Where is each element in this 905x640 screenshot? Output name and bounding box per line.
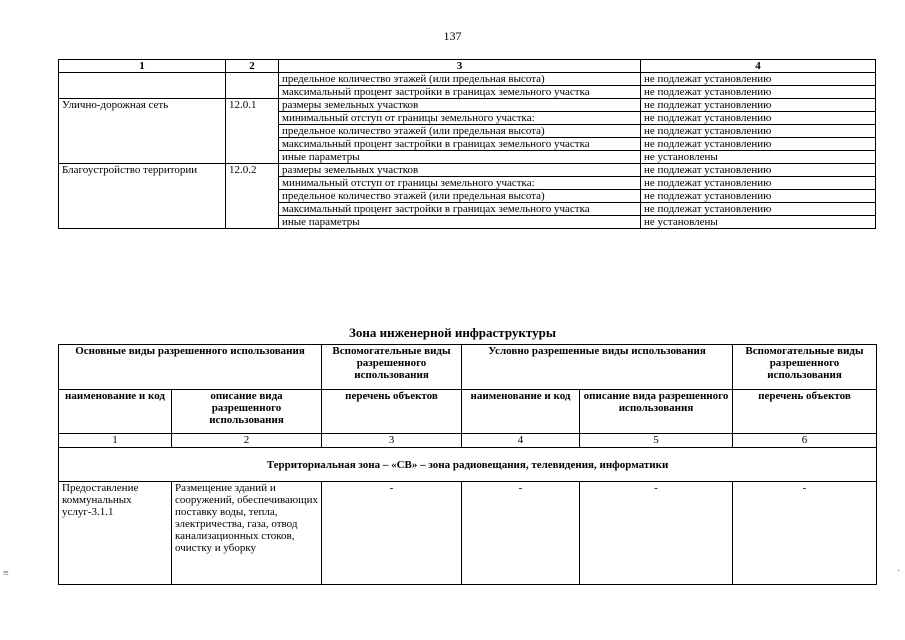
parameter-cell: минимальный отступ от границы земельного участка: xyxy=(279,112,641,125)
main-uses-header: Основные виды разрешенного использования xyxy=(59,345,322,390)
name-code-header-2: наименование и код xyxy=(462,390,580,434)
left-margin-mark: ≡ xyxy=(3,568,9,579)
column-header-2: 2 xyxy=(226,60,279,73)
column-number: 6 xyxy=(733,434,877,448)
auxiliary-uses-header-2: Вспомогательные виды разрешенного использования xyxy=(733,345,877,390)
right-margin-mark: · xyxy=(897,566,901,577)
value-cell: не подлежат установлению xyxy=(641,190,876,203)
parameter-cell: иные параметры xyxy=(279,151,641,164)
table-row xyxy=(59,164,876,177)
column-number: 5 xyxy=(580,434,733,448)
value-cell: не установлены xyxy=(641,216,876,229)
territorial-zone-title: Территориальная зона – «СВ» – зона радиовещания, телевидения, информатики xyxy=(59,448,877,482)
column-header-1: 1 xyxy=(59,60,226,73)
use-name-cell: Улично-дорожная сеть xyxy=(59,99,226,164)
conditional-uses-header: Условно разрешенные виды использования xyxy=(462,345,733,390)
value-cell: не установлены xyxy=(641,151,876,164)
use-code-cell xyxy=(226,73,279,99)
parameter-cell: предельное количество этажей (или предельная высота) xyxy=(279,73,641,86)
description-header-2: описание вида разрешенного использования xyxy=(580,390,733,434)
objects-cell: - xyxy=(322,482,462,585)
column-number: 2 xyxy=(172,434,322,448)
value-cell: не подлежат установлению xyxy=(641,112,876,125)
zone-uses-subheader-row xyxy=(59,390,877,434)
value-cell: не подлежат установлению xyxy=(641,138,876,151)
parameter-cell: максимальный процент застройки в границах земельного участка xyxy=(279,203,641,216)
value-cell: не подлежат установлению xyxy=(641,99,876,112)
column-header-4: 4 xyxy=(641,60,876,73)
zone-title: Зона инженерной инфраструктуры xyxy=(349,325,556,340)
value-cell: не подлежат установлению xyxy=(641,164,876,177)
description-header: описание вида разрешенного использования xyxy=(172,390,322,434)
parameters-table-header xyxy=(59,60,876,73)
objects-header-2: перечень объектов xyxy=(733,390,877,434)
value-cell: не подлежат установлению xyxy=(641,73,876,86)
parameter-cell: максимальный процент застройки в границах земельного участка xyxy=(279,138,641,151)
column-number: 1 xyxy=(59,434,172,448)
value-cell: не подлежат установлению xyxy=(641,203,876,216)
use-description-cell: Размещение зданий и сооружений, обеспечивающих поставку воды, тепла, электричества, газа, отвод канализационных стоков, очистку и уборку xyxy=(172,482,322,585)
name-code-header: наименование и код xyxy=(59,390,172,434)
parameter-cell: размеры земельных участков xyxy=(279,99,641,112)
parameter-cell: предельное количество этажей (или предельная высота) xyxy=(279,190,641,203)
parameter-cell: иные параметры xyxy=(279,216,641,229)
column-number: 4 xyxy=(462,434,580,448)
territorial-zone-row xyxy=(59,448,877,482)
use-name-cell: Благоустройство территории xyxy=(59,164,226,229)
table-row xyxy=(59,73,876,86)
parameter-cell: минимальный отступ от границы земельного участка: xyxy=(279,177,641,190)
conditional-name-cell: - xyxy=(462,482,580,585)
value-cell: не подлежат установлению xyxy=(641,86,876,99)
auxiliary-uses-header: Вспомогательные виды разрешенного использования xyxy=(322,345,462,390)
value-cell: не подлежат установлению xyxy=(641,177,876,190)
column-numbers-row xyxy=(59,434,877,448)
zone-uses-table xyxy=(58,344,877,585)
parameter-cell: размеры земельных участков xyxy=(279,164,641,177)
parameters-table xyxy=(58,59,876,229)
zone-uses-header-row xyxy=(59,345,877,390)
parameter-cell: максимальный процент застройки в границах земельного участка xyxy=(279,86,641,99)
column-header-3: 3 xyxy=(279,60,641,73)
column-number: 3 xyxy=(322,434,462,448)
objects-header: перечень объектов xyxy=(322,390,462,434)
table-row xyxy=(59,482,877,585)
value-cell: не подлежат установлению xyxy=(641,125,876,138)
use-code-cell: 12.0.1 xyxy=(226,99,279,164)
use-name-cell: Предоставление коммунальных услуг-3.1.1 xyxy=(59,482,172,585)
page-number: 137 xyxy=(443,29,462,43)
use-name-cell xyxy=(59,73,226,99)
parameter-cell: предельное количество этажей (или предельная высота) xyxy=(279,125,641,138)
conditional-description-cell: - xyxy=(580,482,733,585)
use-code-cell: 12.0.2 xyxy=(226,164,279,229)
objects-cell-2: - xyxy=(733,482,877,585)
table-row xyxy=(59,99,876,112)
